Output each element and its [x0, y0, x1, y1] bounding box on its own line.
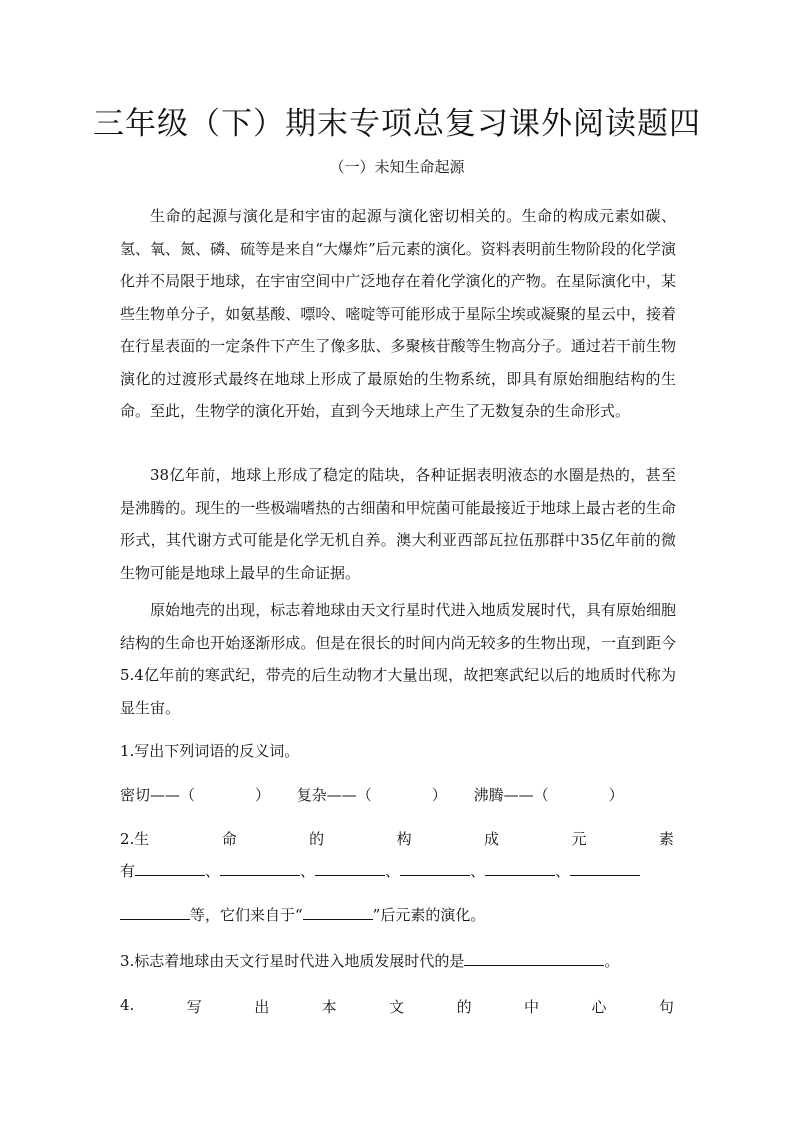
q2-char: 的: [309, 830, 325, 848]
q2-prefix: 有: [120, 862, 136, 880]
q2-tail-end: ”后元素的演化。: [372, 906, 486, 924]
q2-tail: 等，它们来自于“: [190, 906, 303, 924]
question-2-line-2: [120, 860, 640, 881]
antonym-row: [120, 784, 646, 805]
antonym-item: 密切——（ ）: [120, 786, 271, 804]
q4-char: 写: [186, 998, 202, 1016]
answer-blank[interactable]: [303, 905, 373, 920]
section-subtitle: （一）未知生命起源: [329, 158, 465, 176]
question-1: 1.写出下列词语的反义词。: [120, 742, 300, 760]
document-title: 三年级（下）期末专项总复习课外阅读题四: [93, 106, 701, 142]
q4-char: 心: [591, 998, 607, 1016]
q2-char: 构: [396, 830, 412, 848]
q2-char: 成: [484, 830, 500, 848]
separator: 、: [470, 862, 486, 880]
question-2-line-3: [120, 904, 485, 925]
antonym-item: 沸腾——（ ）: [473, 786, 624, 804]
q4-char: 4.: [120, 996, 135, 1014]
answer-blank[interactable]: [464, 951, 604, 966]
answer-blank[interactable]: [135, 861, 205, 876]
separator: 、: [555, 862, 571, 880]
q2-char: 素: [658, 830, 674, 848]
q4-char: 的: [456, 998, 472, 1016]
paragraph-1: 生命的起源与演化是和宇宙的起源与演化密切相关的。生命的构成元素如碳、氢、氧、氮、磷、硫等是来自“大爆炸”后元素的演化。资料表明前生物阶段的化学演化并不局限于地球，在宇宙空间中广泛地存在着化学演化的产物。在星际演化中，某些生物单分子，如氨基酸、嘌呤、嘧啶等可能形成于星际尘埃或凝聚的星云中，接着在行星表面的一定条件下产生了像多肽、多聚核苷酸等生物高分子。通过若干前生物演化的过渡形式最终在地球上形成了最原始的生物系统，即具有原始细胞结构的生命。至此，生物学的演化开始，直到今天地球上产生了无数复杂的生命形式。: [120, 207, 676, 420]
separator: 、: [300, 862, 316, 880]
paragraph-2: 38亿年前，地球上形成了稳定的陆块，各种证据表明液态的水圈是热的，甚至是沸腾的。现生的一些极端嗜热的古细菌和甲烷菌可能最接近于地球上最古老的生命形式，其代谢方式可能是化学无机自养。澳大利亚西部瓦拉伍那群中35亿年前的微生物可能是地球上最早的生命证据。: [120, 466, 676, 582]
q3-end: 。: [604, 952, 620, 970]
answer-blank[interactable]: [570, 861, 640, 876]
antonym-item: 复杂——（ ）: [296, 786, 447, 804]
separator: 、: [385, 862, 401, 880]
paragraph-3: 原始地壳的出现，标志着地球由天文行星时代进入地质发展时代，具有原始细胞结构的生命也开始逐渐形成。但是在很长的时间内尚无较多的生物出现，一直到距今5.4亿年前的寒武纪，带壳的后生动物才大量出现，故把寒武纪以后的地质时代称为显生宙。: [120, 601, 676, 717]
q2-char: 2.生: [120, 830, 150, 848]
q4-char: 句: [658, 998, 674, 1016]
answer-blank[interactable]: [400, 861, 470, 876]
q4-char: 文: [389, 998, 405, 1016]
q2-char: 命: [221, 830, 237, 848]
answer-blank[interactable]: [120, 905, 190, 920]
q2-char: 元: [571, 830, 587, 848]
question-4: [120, 996, 674, 1017]
q4-char: 本: [321, 998, 337, 1016]
separator: 、: [205, 862, 221, 880]
answer-blank[interactable]: [315, 861, 385, 876]
q4-char: 出: [254, 998, 270, 1016]
answer-blank[interactable]: [220, 861, 300, 876]
question-3: [120, 950, 619, 971]
answer-blank[interactable]: [485, 861, 555, 876]
q3-text: 3.标志着地球由天文行星时代进入地质发展时代的是: [120, 952, 465, 970]
question-2-line-1: [120, 828, 674, 849]
q4-char: 中: [524, 998, 540, 1016]
